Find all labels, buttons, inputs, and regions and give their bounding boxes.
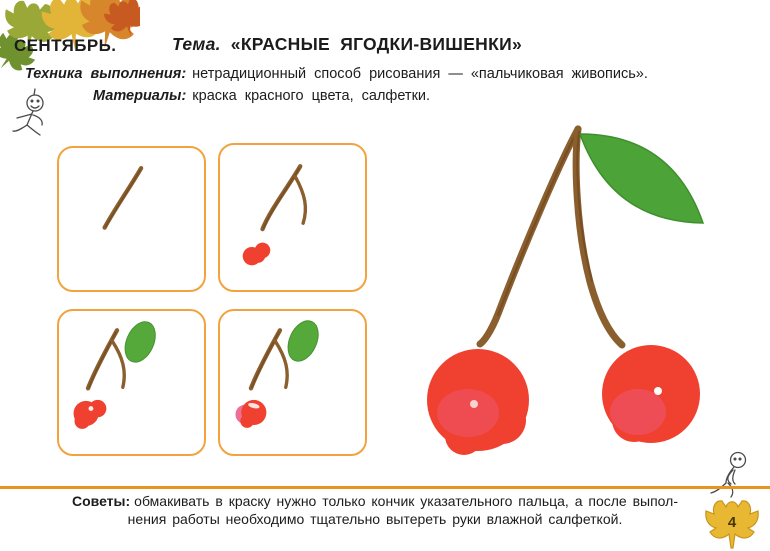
step-box-1	[57, 146, 206, 292]
right-cherry	[602, 345, 700, 443]
technique-text: нетрадиционный способ рисования — «пальчиковая живопись».	[192, 66, 648, 82]
page-number-leaf	[701, 494, 761, 550]
cherry-leaf	[580, 134, 703, 223]
tips-label: Советы:	[71, 493, 131, 509]
materials-label: Материалы:	[93, 88, 187, 104]
technique-label: Техника выполнения:	[25, 66, 187, 82]
materials-text: краска красного цвета, салфетки.	[192, 88, 431, 104]
materials-line	[93, 88, 430, 104]
step1-stem-drawing	[59, 148, 204, 290]
technique-line	[25, 66, 648, 82]
step-box-3	[57, 309, 206, 456]
berry	[74, 400, 107, 429]
step2-stem-berry-drawing	[220, 145, 365, 290]
topic-title	[172, 34, 522, 55]
page-number: 4	[727, 514, 737, 531]
step-box-4	[218, 309, 367, 456]
small-berry	[243, 243, 271, 266]
tips-text-1: обмакивать в краску нужно только кончик указательного пальца, а после выпол-	[134, 493, 678, 509]
tips-line-2: нения работы необходимо тщательно вытереть руки влажной салфеткой.	[127, 510, 623, 527]
footer-divider-rule	[0, 486, 770, 489]
step4-stem-leaf-berry-drawing	[220, 311, 365, 454]
topic-label: Тема.	[172, 34, 221, 54]
cherries-artwork	[408, 118, 764, 470]
berry	[235, 400, 266, 428]
stick-figure-doodle-icon	[8, 86, 56, 140]
step3-stem-leaf-berry-drawing	[59, 311, 204, 454]
step-box-2	[218, 143, 367, 292]
tips-block	[35, 493, 715, 528]
month-heading: СЕНТЯБРЬ.	[14, 36, 117, 55]
left-cherry	[427, 349, 529, 455]
topic-title-text: «КРАСНЫЕ ЯГОДКИ-ВИШЕНКИ»	[230, 34, 522, 54]
tips-line-1	[35, 493, 715, 511]
